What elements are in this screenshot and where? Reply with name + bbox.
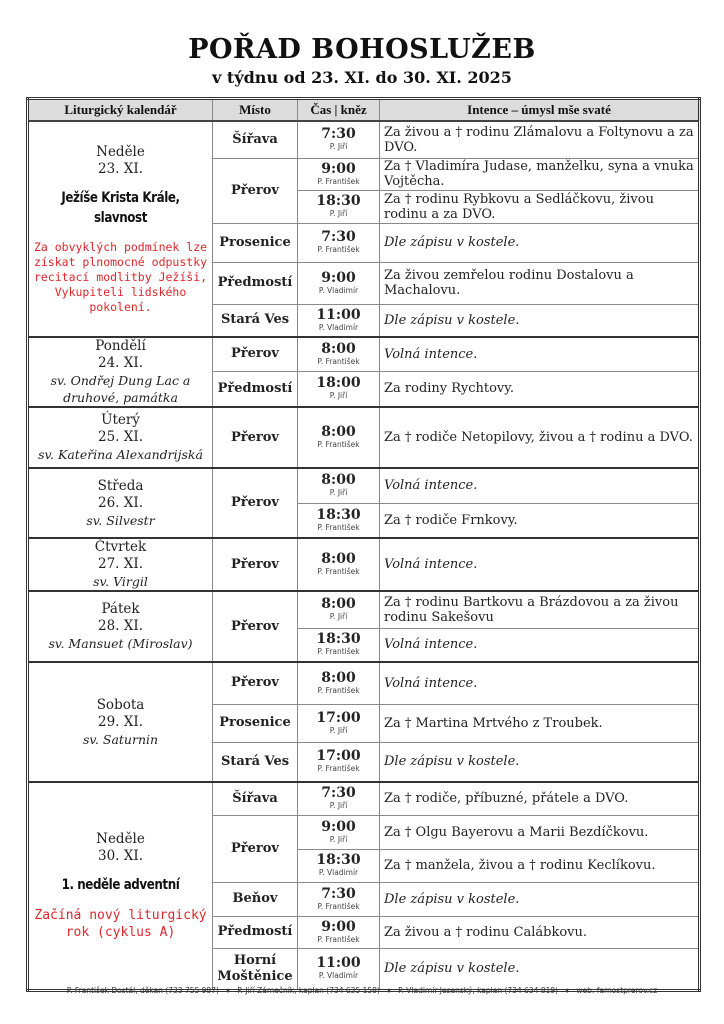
day-name: Čtvrtek [94, 539, 147, 555]
saint-name: sv. Silvestr [86, 512, 155, 528]
mass-time: 7:30 [321, 126, 356, 143]
place-cell: Přerov [213, 158, 298, 223]
priest-name: P. František [317, 764, 360, 774]
day-cell-tuesday [28, 407, 213, 468]
column-header-time-priest: Čas | kněz [298, 99, 380, 122]
time-cell [298, 628, 380, 662]
day-name: Středa [97, 477, 144, 494]
day-cell-saturday [28, 662, 213, 782]
mass-time: 8:00 [321, 472, 356, 489]
place-cell: Přerov [213, 337, 298, 371]
place-cell: Horní Moštěnice [213, 948, 298, 990]
saint-name: sv. Ondřej Dung Lac a druhové, památka [50, 373, 191, 405]
time-cell [298, 190, 380, 223]
day-date: 25. XI. [98, 429, 143, 445]
day-name: Pondělí [95, 338, 146, 354]
priest-name: P. Jiří [329, 488, 348, 498]
priest-name: P. František [317, 522, 360, 532]
time-cell [298, 223, 380, 262]
priest-name: P. Vladimír [318, 285, 359, 295]
day-cell-sunday-23 [28, 121, 213, 337]
mass-time: 18:30 [316, 631, 361, 648]
priest-name: P. František [317, 685, 360, 695]
saint-name: sv. Kateřina Alexandrijská [38, 447, 203, 462]
intention-cell: Za † manžela, živou a † rodinu Keclíkovu. [380, 849, 700, 882]
day-cell-friday [28, 591, 213, 662]
place-cell: Šířava [213, 782, 298, 815]
intention-cell: Volná intence. [380, 628, 700, 662]
mass-time: 8:00 [321, 340, 356, 357]
mass-time: 9:00 [321, 818, 356, 835]
time-cell [298, 704, 380, 742]
priest-name: P. Jiří [329, 142, 348, 152]
priest-name: P. František [317, 901, 360, 911]
time-cell [298, 371, 380, 407]
priest-name: P. Jiří [329, 209, 348, 218]
place-cell: Přerov [213, 815, 298, 882]
day-date: 24. XI. [98, 355, 143, 371]
separator-icon: ∗ [564, 986, 571, 995]
mass-time: 17:00 [316, 709, 361, 726]
day-cell-monday [28, 337, 213, 407]
intention-cell: Volná intence. [380, 662, 700, 704]
feast-title: Ježíše Krista Krále, slavnost [61, 189, 180, 226]
day-cell-sunday-30 [28, 782, 213, 990]
place-cell: Beňov [213, 882, 298, 916]
mass-time: 18:30 [316, 506, 361, 523]
intention-cell: Dle zápisu v kostele. [380, 304, 700, 337]
time-cell [298, 304, 380, 337]
intention-cell: Za živou a † rodinu Zlámalovu a Foltynovu a za DVO. [380, 121, 700, 158]
intention-cell: Za živou zemřelou rodinu Dostalovu a Machalovu. [380, 262, 700, 304]
priest-name: P. Jiří [329, 612, 348, 622]
mass-time: 9:00 [321, 269, 356, 286]
column-header-calendar: Liturgický kalendář [28, 99, 213, 122]
mass-time: 8:00 [321, 596, 356, 613]
page-subtitle: v týdnu od 23. XI. do 30. XI. 2025 [212, 68, 512, 87]
intention-cell: Volná intence. [380, 538, 700, 591]
day-name: Pátek [101, 601, 140, 617]
day-date: 28. XI. [98, 618, 143, 634]
day-date: 26. XI. [98, 494, 143, 511]
mass-time: 7:30 [321, 885, 356, 902]
table-row [28, 121, 700, 158]
time-cell [298, 538, 380, 591]
time-cell [298, 882, 380, 916]
indulgence-note: Za obvyklých podmínek lze získat plnomocné odpustky recitací modlitby Ježíši, Vykupiteli lidského pokolení. [33, 239, 208, 314]
mass-time: 17:00 [316, 748, 361, 765]
intention-cell: Dle zápisu v kostele. [380, 742, 700, 782]
place-cell: Přerov [213, 407, 298, 468]
table-row [28, 538, 700, 591]
intention-cell: Za rodiny Rychtovy. [380, 371, 700, 407]
feast-title: 1. neděle adventní [61, 876, 180, 893]
table-row [28, 662, 700, 704]
priest-name: P. František [317, 647, 360, 657]
time-cell [298, 742, 380, 782]
mass-time: 8:00 [321, 424, 356, 440]
place-cell: Předmostí [213, 262, 298, 304]
priest-name: P. Jiří [329, 801, 348, 811]
priest-name: P. Vladimír [318, 971, 359, 980]
priest-name: P. František [317, 934, 360, 944]
priest-name: P. František [317, 176, 360, 186]
saint-name: sv. Mansuet (Miroslav) [48, 636, 193, 651]
time-cell [298, 591, 380, 628]
intention-cell: Za † rodinu Bartkovu a Brázdovou a za živou rodinu Sakešovu [380, 591, 700, 628]
day-name: Neděle [96, 143, 145, 160]
schedule-table [26, 97, 701, 992]
day-name: Sobota [96, 696, 145, 713]
time-cell [298, 815, 380, 849]
place-cell: Přerov [213, 468, 298, 538]
website-link[interactable]: web: farnostprerov.cz [576, 986, 658, 995]
mass-time: 18:30 [316, 852, 361, 868]
place-cell: Prosenice [213, 223, 298, 262]
table-row [28, 468, 700, 503]
day-name: Úterý [101, 412, 140, 428]
place-cell: Šířava [213, 121, 298, 158]
separator-icon: ∗ [224, 986, 232, 995]
place-cell: Prosenice [213, 704, 298, 742]
footer-contacts [0, 986, 724, 995]
mass-time: 9:00 [321, 160, 356, 177]
priest-name: P. František [317, 440, 360, 449]
mass-time: 8:00 [321, 669, 356, 686]
place-cell: Stará Ves [213, 304, 298, 337]
day-cell-wednesday [28, 468, 213, 538]
place-cell: Předmostí [213, 371, 298, 407]
page-title: POŘAD BOHOSLUŽEB [188, 34, 536, 65]
intention-cell: Dle zápisu v kostele. [380, 882, 700, 916]
separator-icon: ∗ [385, 986, 393, 995]
priest-name: P. František [317, 245, 360, 254]
day-date: 23. XI. [98, 160, 143, 177]
mass-time: 8:00 [321, 551, 356, 567]
time-cell [298, 407, 380, 468]
place-cell: Přerov [213, 662, 298, 704]
time-cell [298, 948, 380, 990]
saint-name: sv. Virgil [93, 574, 148, 589]
time-cell [298, 849, 380, 882]
mass-time: 11:00 [316, 955, 361, 971]
place-cell: Stará Ves [213, 742, 298, 782]
mass-time: 11:00 [316, 306, 361, 323]
time-cell [298, 662, 380, 704]
intention-cell: Za živou a † rodinu Calábkovu. [380, 916, 700, 948]
column-header-place: Místo [213, 99, 298, 122]
place-cell: Přerov [213, 538, 298, 591]
intention-cell: Za † Olgu Bayerovu a Marii Bezdíčkovu. [380, 815, 700, 849]
table-row [28, 337, 700, 371]
mass-time: 7:30 [321, 229, 356, 245]
day-date: 27. XI. [98, 556, 143, 572]
time-cell [298, 782, 380, 815]
intention-cell: Za † rodiče, příbuzné, přátele a DVO. [380, 782, 700, 815]
intention-cell: Za † Vladimíra Judase, manželku, syna a vnuka Vojtěcha. [380, 158, 700, 190]
intention-cell: Za † Martina Mrtvého z Troubek. [380, 704, 700, 742]
mass-time: 18:00 [316, 375, 361, 392]
priest-name: P. Jiří [329, 391, 348, 401]
priest-name: P. Vladimír [318, 322, 359, 332]
intention-cell: Za † rodiče Netopilovy, živou a † rodinu a DVO. [380, 407, 700, 468]
mass-time: 9:00 [321, 918, 356, 935]
table-header-row [28, 99, 700, 122]
contact-chaplain-jiri: P. Jiří Zámečník, kaplan (734 635 158) [237, 986, 380, 995]
day-name: Neděle [96, 830, 145, 847]
table-row [28, 591, 700, 628]
day-date: 29. XI. [98, 713, 143, 730]
day-cell-thursday [28, 538, 213, 591]
intention-cell: Volná intence. [380, 468, 700, 503]
priest-name: P. František [317, 356, 360, 366]
column-header-intention: Intence – úmysl mše svaté [380, 99, 700, 122]
priest-name: P. František [317, 567, 360, 576]
priest-name: P. Vladimír [318, 868, 359, 877]
intention-cell: Dle zápisu v kostele. [380, 223, 700, 262]
place-cell: Předmostí [213, 916, 298, 948]
time-cell [298, 503, 380, 538]
intention-cell: Volná intence. [380, 337, 700, 371]
table-row [28, 782, 700, 815]
place-cell: Přerov [213, 591, 298, 662]
intention-cell: Za † rodiče Frnkovy. [380, 503, 700, 538]
priest-name: P. Jiří [329, 834, 348, 844]
priest-name: P. Jiří [329, 725, 348, 735]
day-date: 30. XI. [98, 847, 143, 864]
mass-time: 7:30 [321, 785, 356, 802]
intention-cell: Za † rodinu Rybkovu a Sedláčkovu, živou rodinu a za DVO. [380, 190, 700, 223]
contact-chaplain-vladimir: P. Vladimír Jesenský, kaplan (734 634 819) [398, 986, 559, 995]
time-cell [298, 158, 380, 190]
time-cell [298, 916, 380, 948]
contact-dean: P. František Dostál, děkan (733 755 987) [66, 986, 219, 995]
time-cell [298, 468, 380, 503]
liturgical-year-note: Začíná nový liturgický rok (cyklus A) [34, 907, 207, 940]
saint-name: sv. Saturnin [82, 731, 159, 747]
mass-time: 18:30 [316, 193, 361, 209]
intention-cell: Dle zápisu v kostele. [380, 948, 700, 990]
time-cell [298, 121, 380, 158]
table-row [28, 407, 700, 468]
time-cell [298, 337, 380, 371]
time-cell [298, 262, 380, 304]
